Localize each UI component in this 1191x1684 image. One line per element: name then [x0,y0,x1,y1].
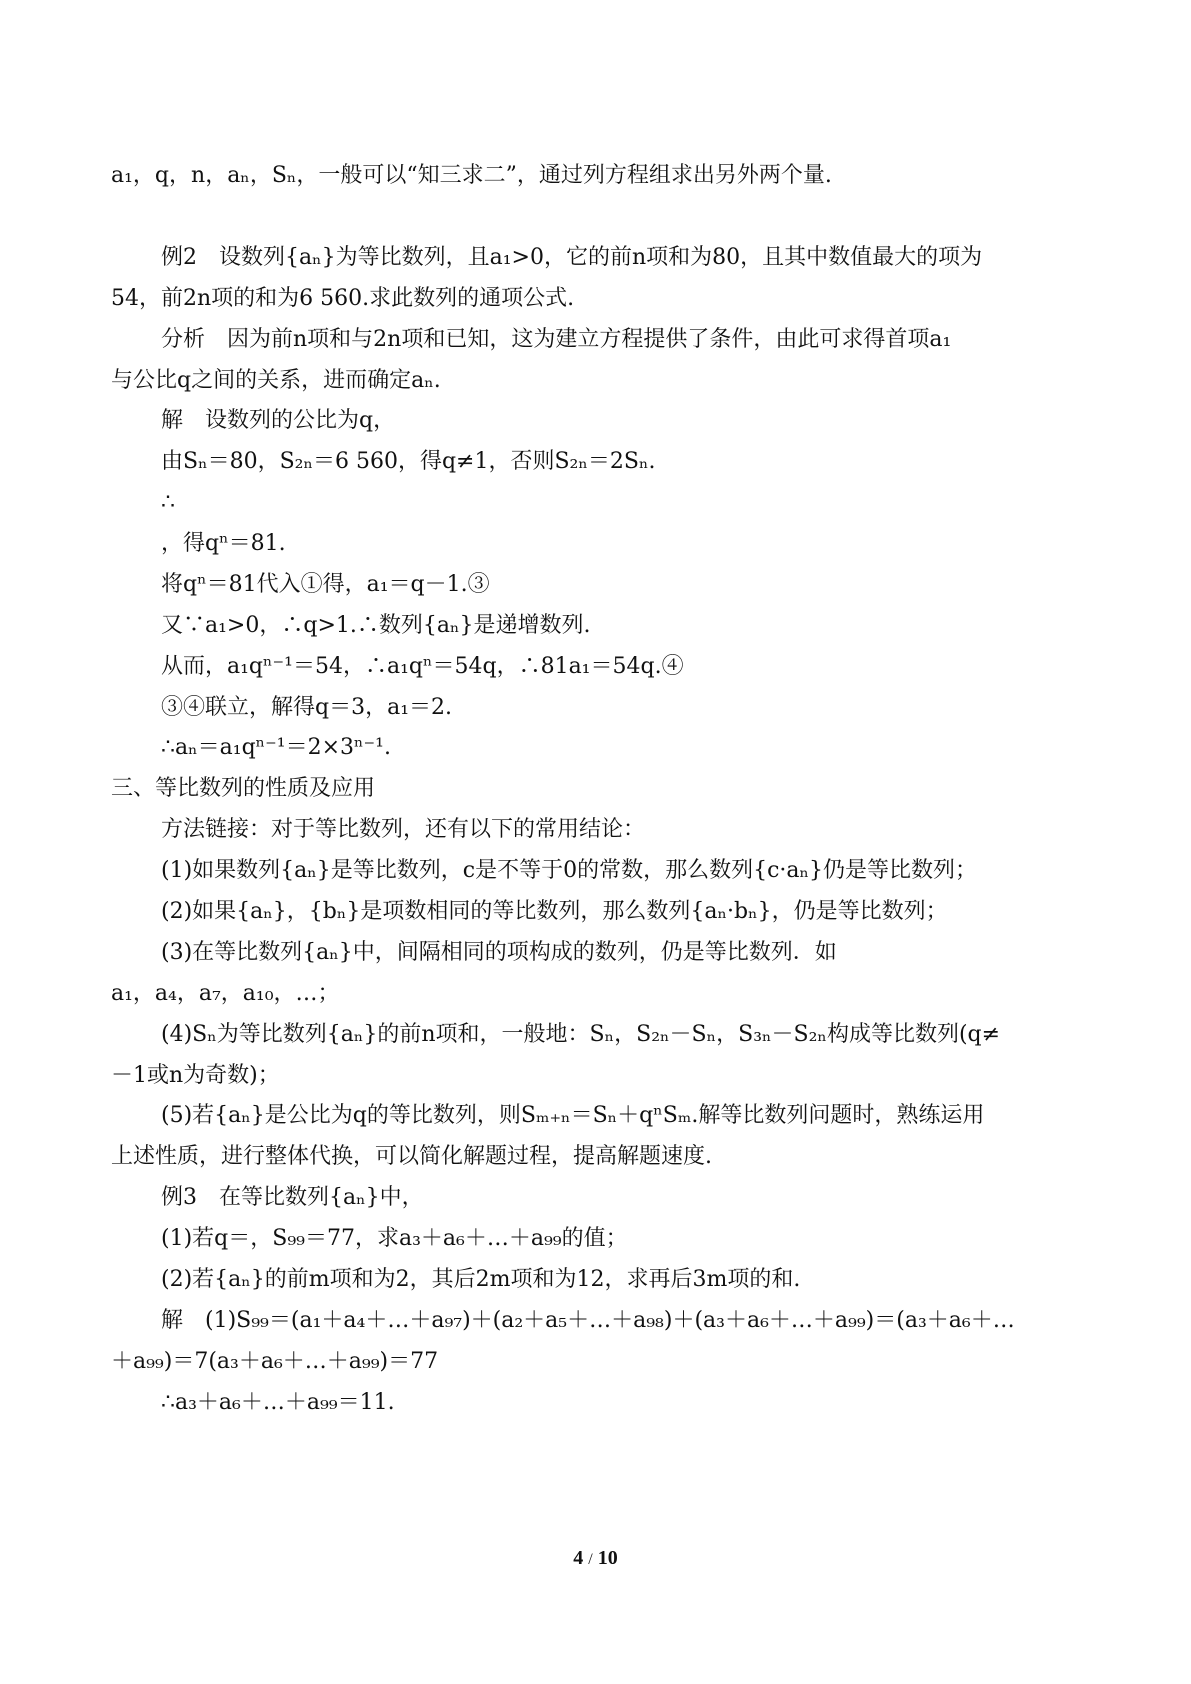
paragraph-line: ③④联立，解得q＝3，a₁＝2. [161,695,453,720]
paragraph-line: 将qⁿ＝81代入①得，a₁＝q－1.③ [161,572,490,597]
paragraph-line: (2)若{aₙ}的前m项和为2，其后2m项和为12，求再后3m项的和. [161,1267,801,1292]
paragraph-line: －1或n为奇数)； [111,1063,280,1088]
paragraph-line: 上述性质，进行整体代换，可以简化解题过程，提高解题速度. [111,1144,712,1169]
section-heading: 三、等比数列的性质及应用 [111,776,376,801]
paragraph-line: (1)若q＝，S₉₉＝77，求a₃＋a₆＋…＋a₉₉的值； [161,1226,628,1251]
paragraph-line: 由Sₙ＝80，S₂ₙ＝6 560，得q≠1，否则S₂ₙ＝2Sₙ. [161,449,656,474]
paragraph-line: 解 设数列的公比为q， [161,408,396,433]
paragraph-line: a₁，a₄，a₇，a₁₀，…； [111,981,340,1006]
page-total: 10 [597,1547,618,1569]
page-separator: / [588,1551,593,1568]
paragraph-line: ∴a₃＋a₆＋…＋a₉₉＝11. [161,1390,395,1415]
paragraph-line: 54，前2n项的和为6 560.求此数列的通项公式. [111,286,575,311]
paragraph-line: (2)如果{aₙ}，{bₙ}是项数相同的等比数列，那么数列{aₙ·bₙ}，仍是等比数列； [161,899,948,924]
paragraph-line: 例2 设数列{aₙ}为等比数列，且a₁>0，它的前n项和为80，且其中数值最大的项为 [161,245,983,270]
paragraph-line: 与公比q之间的关系，进而确定aₙ. [111,368,441,393]
paragraph-line: ∴ [161,490,175,515]
paragraph-line: 方法链接：对于等比数列，还有以下的常用结论： [161,817,646,842]
paragraph-line: (3)在等比数列{aₙ}中，间隔相同的项构成的数列，仍是等比数列．如 [161,940,837,965]
paragraph-line: 又∵a₁>0，∴q>1.∴数列{aₙ}是递增数列. [161,613,591,638]
paragraph-line: ，得qⁿ＝81. [161,531,286,556]
paragraph-line: (4)Sₙ为等比数列{aₙ}的前n项和，一般地：Sₙ，S₂ₙ－Sₙ，S₃ₙ－S₂ₙ构成等比数列(q≠ [161,1022,1001,1047]
paragraph-line: ＋a₉₉)＝7(a₃＋a₆＋…＋a₉₉)＝77 [111,1349,439,1374]
paragraph-line: 例3 在等比数列{aₙ}中， [161,1185,424,1210]
paragraph-line: a₁，q，n，aₙ，Sₙ，一般可以“知三求二”，通过列方程组求出另外两个量. [111,163,832,188]
page-current: 4 [573,1547,584,1569]
paragraph-line: (1)如果数列{aₙ}是等比数列，c是不等于0的常数，那么数列{c·aₙ}仍是等比数列； [161,858,978,883]
page-number [0,1547,1191,1570]
paragraph-line: 分析 因为前n项和与2n项和已知，这为建立方程提供了条件，由此可求得首项a₁ [161,327,952,352]
paragraph-line: ∴aₙ＝a₁qⁿ⁻¹＝2×3ⁿ⁻¹. [161,735,391,760]
paragraph-line: (5)若{aₙ}是公比为q的等比数列，则Sₘ₊ₙ＝Sₙ＋qⁿSₘ.解等比数列问题时，熟练运用 [161,1103,985,1128]
paragraph-line: 解 (1)S₉₉＝(a₁＋a₄＋…＋a₉₇)＋(a₂＋a₅＋…＋a₉₈)＋(a₃＋a₆＋…＋a₉₉)＝(a₃＋a₆＋… [161,1308,1015,1333]
paragraph-line: 从而，a₁qⁿ⁻¹＝54，∴a₁qⁿ＝54q，∴81a₁＝54q.④ [161,654,684,679]
